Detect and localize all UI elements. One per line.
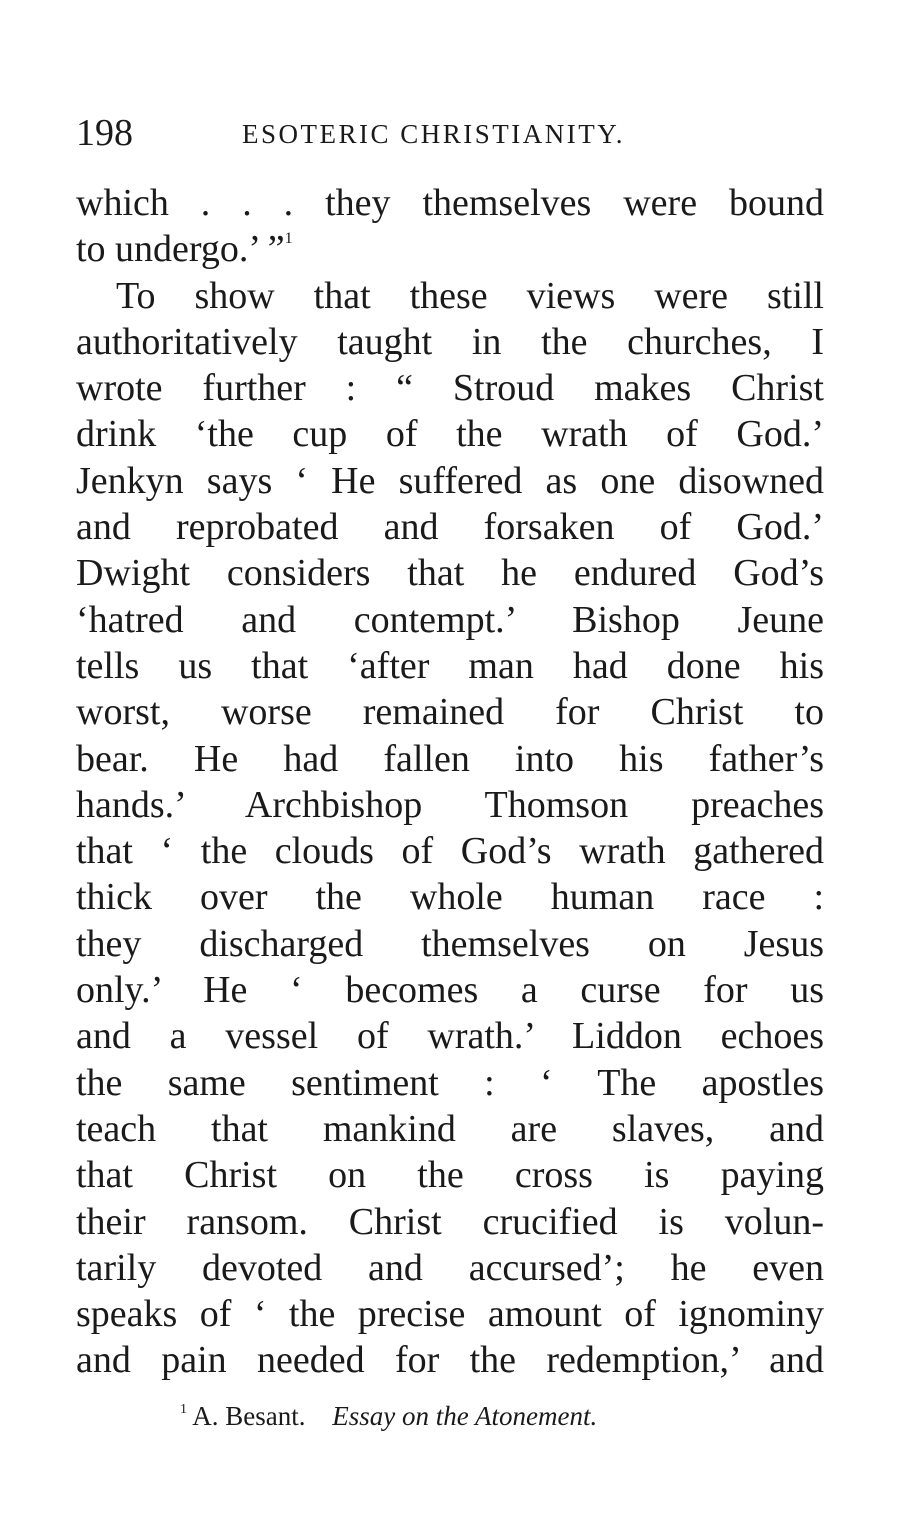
text-line: authoritatively taught in the churches, I <box>76 320 824 363</box>
text-line-content: to undergo.’ ” <box>76 228 285 271</box>
text-line: hands.’ Archbishop Thomson preaches <box>76 783 824 826</box>
page-number: 198 <box>76 112 133 154</box>
text-line: worst, worse remained for Christ to <box>76 691 824 734</box>
running-head <box>76 108 836 158</box>
footnote <box>180 1396 597 1436</box>
text-line: drink ‘the cup of the wrath of God.’ <box>76 413 824 456</box>
text-line: To show that these views were still <box>116 274 824 317</box>
text-line: the same sentiment : ‘ The apostles <box>76 1061 824 1104</box>
footnote-title: Essay on the Atonement. <box>332 1401 598 1431</box>
text-line: teach that mankind are slaves, and <box>76 1107 824 1150</box>
text-line: ‘hatred and contempt.’ Bishop Jeune <box>76 598 824 641</box>
text-line: that ‘ the clouds of God’s wrath gathered <box>76 830 824 873</box>
text-line: Dwight considers that he endured God’s <box>76 552 824 595</box>
text-line: wrote further : “ Stroud makes Christ <box>76 367 824 410</box>
book-title: ESOTERIC CHRISTIANITY. <box>242 119 626 149</box>
text-line: which . . . they themselves were bound <box>76 182 824 224</box>
text-line: they discharged themselves on Jesus <box>76 922 824 965</box>
footnote-reference: 1 <box>284 230 293 248</box>
text-line: that Christ on the cross is paying <box>76 1154 824 1197</box>
text-line: speaks of ‘ the precise amount of ignominy <box>76 1293 824 1336</box>
text-line: and a vessel of wrath.’ Liddon echoes <box>76 1015 824 1058</box>
text-line: and reprobated and forsaken of God.’ <box>76 506 824 549</box>
text-line: Jenkyn says ‘ He suffered as one disowned <box>76 459 824 502</box>
text-line: tells us that ‘after man had done his <box>76 644 824 687</box>
text-line: only.’ He ‘ becomes a curse for us <box>76 969 824 1012</box>
footnote-author: A. Besant. <box>192 1401 306 1431</box>
text-line: and pain needed for the redemption,’ and <box>76 1339 824 1382</box>
text-line: their ransom. Christ crucified is volun- <box>76 1200 824 1243</box>
text-line: thick over the whole human race : <box>76 876 824 919</box>
text-line: tarily devoted and accursed’; he even <box>76 1246 824 1289</box>
body-text <box>76 180 824 1384</box>
text-line: bear. He had fallen into his father’s <box>76 737 824 780</box>
footnote-mark: 1 <box>180 1402 187 1417</box>
text-line <box>76 226 824 272</box>
